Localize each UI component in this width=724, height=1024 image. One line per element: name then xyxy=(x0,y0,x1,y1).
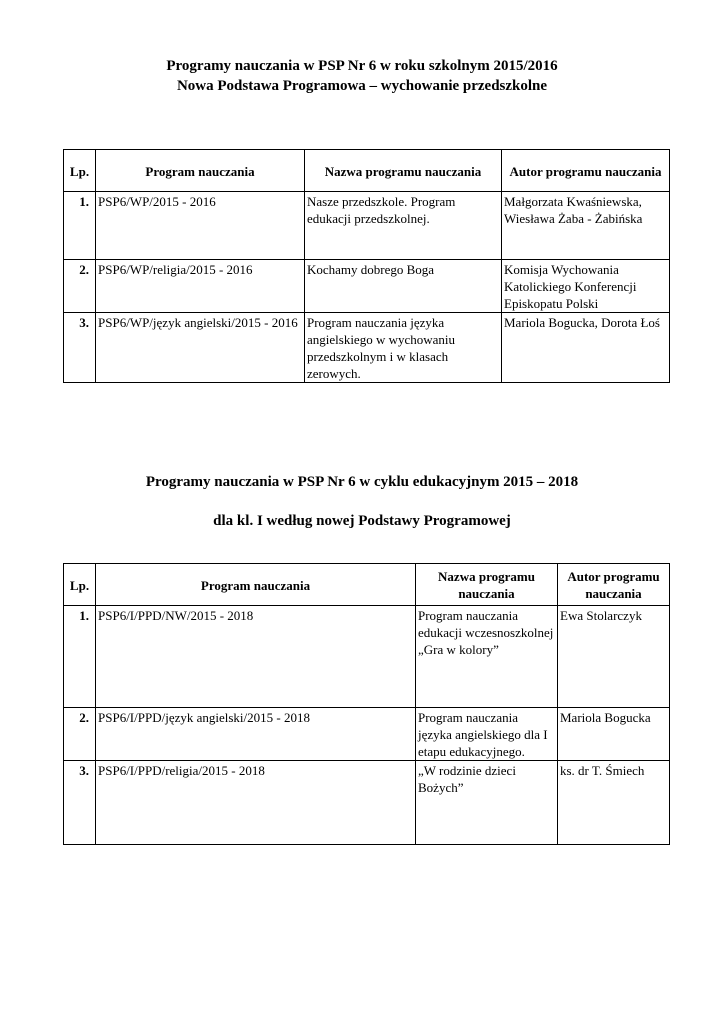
row-program: PSP6/I/PPD/religia/2015 - 2018 xyxy=(96,761,416,845)
curriculum-table-preschool xyxy=(63,149,670,383)
row-program: PSP6/WP/język angielski/2015 - 2016 xyxy=(96,313,305,383)
row-name: „W rodzinie dzieci Bożych” xyxy=(416,761,558,845)
section1-title-line1: Programy nauczania w PSP Nr 6 w roku szkolnym 2015/2016 xyxy=(166,58,558,74)
table-row xyxy=(64,260,670,313)
header-lp: Lp. xyxy=(64,564,96,606)
row-program: PSP6/I/PPD/NW/2015 - 2018 xyxy=(96,606,416,708)
header-program: Program nauczania xyxy=(96,564,416,606)
header-author: Autor programu nauczania xyxy=(558,564,670,606)
table-row xyxy=(64,708,670,761)
row-name: Nasze przedszkole. Program edukacji przedszkolnej. xyxy=(305,192,502,260)
table-header-row xyxy=(64,564,670,606)
row-program: PSP6/I/PPD/język angielski/2015 - 2018 xyxy=(96,708,416,761)
row-lp: 1. xyxy=(64,606,96,708)
section2-title-line2: dla kl. I według nowej Podstawy Programowej xyxy=(213,513,511,529)
row-name: Program nauczania języka angielskiego dla I etapu edukacyjnego. xyxy=(416,708,558,761)
row-name: Kochamy dobrego Boga xyxy=(305,260,502,313)
row-author: ks. dr T. Śmiech xyxy=(558,761,670,845)
header-name: Nazwa programu nauczania xyxy=(416,564,558,606)
header-lp: Lp. xyxy=(64,150,96,192)
row-author: Mariola Bogucka xyxy=(558,708,670,761)
curriculum-table-grade1 xyxy=(63,563,670,845)
table-row xyxy=(64,313,670,383)
table-row xyxy=(64,192,670,260)
table-header-row xyxy=(64,150,670,192)
row-author: Mariola Bogucka, Dorota Łoś xyxy=(502,313,670,383)
row-author: Ewa Stolarczyk xyxy=(558,606,670,708)
row-author: Małgorzata Kwaśniewska, Wiesława Żaba - Żabińska xyxy=(502,192,670,260)
header-program: Program nauczania xyxy=(96,150,305,192)
row-lp: 2. xyxy=(64,708,96,761)
table-row xyxy=(64,761,670,845)
row-program: PSP6/WP/2015 - 2016 xyxy=(96,192,305,260)
table-row xyxy=(64,606,670,708)
row-name: Program nauczania edukacji wczesnoszkolnej „Gra w kolory” xyxy=(416,606,558,708)
row-program: PSP6/WP/religia/2015 - 2016 xyxy=(96,260,305,313)
section1-title-line2: Nowa Podstawa Programowa – wychowanie przedszkolne xyxy=(176,78,548,94)
row-author: Komisja Wychowania Katolickiego Konferencji Episkopatu Polski xyxy=(502,260,670,313)
section2-title-line1: Programy nauczania w PSP Nr 6 w cyklu edukacyjnym 2015 – 2018 xyxy=(145,474,579,490)
row-lp: 3. xyxy=(64,761,96,845)
header-name: Nazwa programu nauczania xyxy=(305,150,502,192)
row-lp: 2. xyxy=(64,260,96,313)
row-name: Program nauczania języka angielskiego w wychowaniu przedszkolnym i w klasach zerowych. xyxy=(305,313,502,383)
row-lp: 1. xyxy=(64,192,96,260)
header-author: Autor programu nauczania xyxy=(502,150,670,192)
row-lp: 3. xyxy=(64,313,96,383)
